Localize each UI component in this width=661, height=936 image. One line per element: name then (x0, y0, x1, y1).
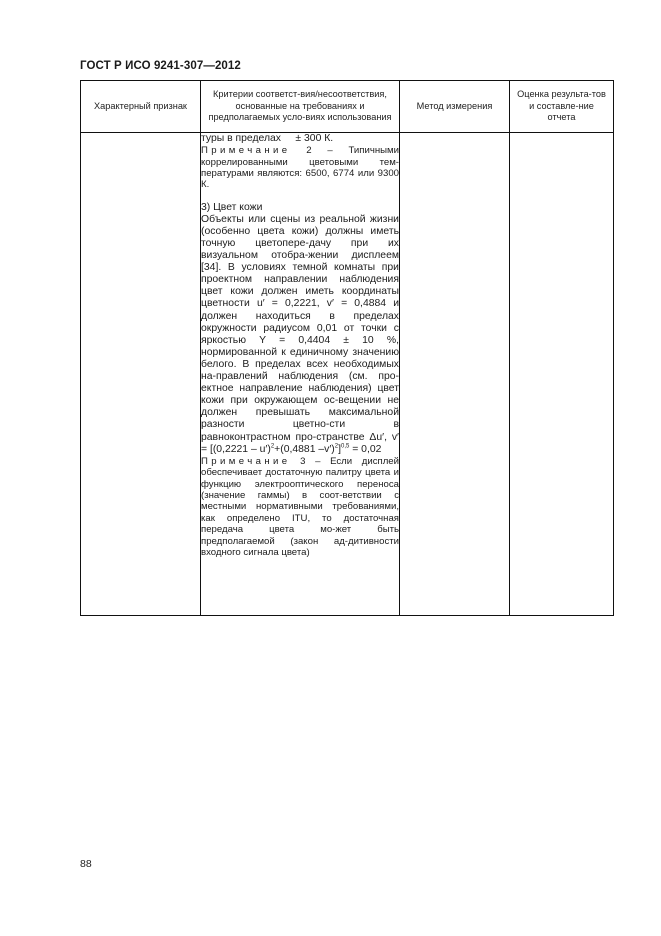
criteria-continuation: туры в пределах ± 300 К. (201, 133, 334, 144)
cell-feature (81, 133, 201, 616)
formula-result: = 0,02 (349, 443, 382, 455)
section-text (201, 214, 399, 456)
formula-middle: +(0,4881 –v′) (274, 443, 335, 455)
note-2-label: Примечание (201, 145, 291, 157)
section-title: 3) Цвет кожи (201, 201, 263, 213)
page-number: 88 (80, 858, 92, 870)
note-2-text: 2 – Типичными коррелированными цветовыми тем-пературами являются: 6500, 6774 или 9300 К. (201, 145, 399, 191)
column-header-assessment: Оценка результа-тов и составле-ние отчета (510, 81, 614, 133)
cell-criteria (201, 133, 400, 616)
table-row (81, 133, 614, 616)
requirements-table (80, 80, 614, 616)
column-header-criteria: Критерии соответст-вия/несоответствия, основанные на требованиях и предполагаемых усло-виях использования (201, 81, 400, 133)
document-header: ГОСТ Р ИСО 9241-307—2012 (80, 60, 241, 72)
table-header-row (81, 81, 614, 133)
note-3 (201, 456, 399, 559)
note-3-text: 3 – Если дисплей обеспечивает достаточную палитру цвета и функцию электрооптического переноса (значение гаммы) в соот-ветствии с местными нормативными требованиями, как определено ITU, то достаточная передача цвета мо-жет быть предполагаемой (закон ад-дитивности входного сигнала цвета) (201, 455, 399, 558)
formula-superscript-1: 2 (270, 443, 275, 450)
formula-superscript-2: 2 (334, 443, 339, 450)
column-header-feature: Характерный признак (81, 81, 201, 133)
cell-method (400, 133, 510, 616)
note-2 (201, 145, 399, 191)
formula-bracket: ] (338, 443, 341, 455)
formula-superscript-3: 0,5 (341, 443, 350, 450)
cell-assessment (510, 133, 614, 616)
column-header-method: Метод измерения (400, 81, 510, 133)
note-3-label: Примечание (201, 455, 291, 467)
skin-color-requirement: Объекты или сцены из реальной жизни (особенно цвета кожи) должны иметь точную цветопере-дачу при их визуальном отобра-жении дисплеем [34]. В условиях темной комнаты при проектном направлении наблюдения цвет кожи должен иметь координаты цветности u′ = 0,2221, v′ = 0,4884 и должен находиться в пределах окружности радиусом 0,01 от точки с яркостью Y = 0,4404 ± 10 %, нормированной к единичному значению белого. В пределах всех необходимых на-правлений наблюдения (см. про-ектное направление наблюдения) цвет кожи при окружающем ос-вещении не должен превышать максимальной разности цветно-сти в равноконтрастном про-странстве Δu′, v′ = [(0,2221 – u′) (201, 213, 399, 455)
